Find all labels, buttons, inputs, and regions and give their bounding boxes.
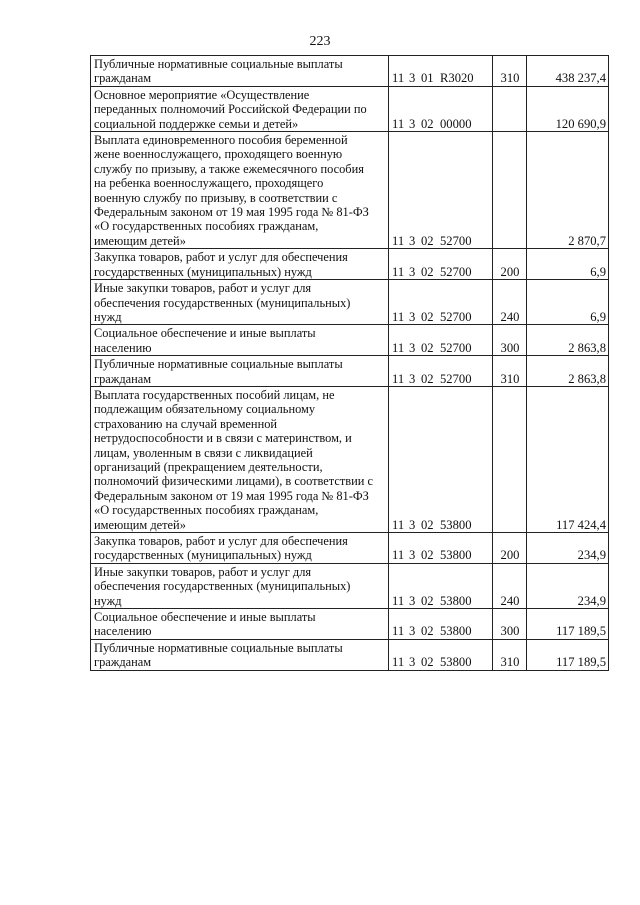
table-row xyxy=(91,132,609,249)
code-part: 53800 xyxy=(440,655,472,670)
expense-type-code: 310 xyxy=(493,56,527,87)
expense-name: Выплата единовременного пособия беременной жене военнослужащего, проходящего военную службу по призыву, а также ежемесячного пособия на ребенка военнослужащего, проходящего военную службу по призыву, в соответствии с Федеральным законом от 19 мая 1995 года № 81-ФЗ «О государственных пособиях гражданам, имеющим детей» xyxy=(94,133,369,248)
amount: 6,9 xyxy=(527,249,609,280)
code-part: 02 xyxy=(421,624,434,639)
target-article-code-cell xyxy=(389,533,493,564)
code-part: 53800 xyxy=(440,624,472,639)
expense-name: Основное мероприятие «Осуществление переданных полномочий Российской Федерации по социальной поддержке семьи и детей» xyxy=(94,87,367,131)
amount: 2 863,8 xyxy=(527,325,609,356)
code-part: 3 xyxy=(409,309,416,324)
expense-type-code: 200 xyxy=(493,533,527,564)
budget-table xyxy=(90,55,609,671)
code-part: 02 xyxy=(421,233,434,248)
code-part: 11 xyxy=(392,593,405,608)
code-part: 3 xyxy=(409,624,416,639)
code-part: 11 xyxy=(392,233,405,248)
code-part: 3 xyxy=(409,233,416,248)
table-row xyxy=(91,249,609,280)
code-part: 11 xyxy=(392,548,405,563)
code-part: R3020 xyxy=(440,71,474,86)
expense-name: Социальное обеспечение и иные выплаты населению xyxy=(94,326,316,355)
amount: 2 863,8 xyxy=(527,356,609,387)
table-row xyxy=(91,533,609,564)
target-article-code-cell xyxy=(389,609,493,640)
code-part: 53800 xyxy=(440,593,472,608)
code-part: 3 xyxy=(409,116,416,131)
code-part: 3 xyxy=(409,264,416,279)
code-part: 00000 xyxy=(440,116,472,131)
code-part: 3 xyxy=(409,340,416,355)
code-part: 52700 xyxy=(440,371,472,386)
code-part: 53800 xyxy=(440,517,472,532)
expense-name-cell xyxy=(91,533,389,564)
code-part: 52700 xyxy=(440,233,472,248)
expense-name: Закупка товаров, работ и услуг для обеспечения государственных (муниципальных) нужд xyxy=(94,534,348,563)
code-part: 02 xyxy=(421,548,434,563)
expense-name: Публичные нормативные социальные выплаты гражданам xyxy=(94,357,343,386)
expense-name-cell xyxy=(91,639,389,670)
code-part: 02 xyxy=(421,593,434,608)
amount: 117 189,5 xyxy=(527,609,609,640)
code-part: 3 xyxy=(409,593,416,608)
table-row xyxy=(91,386,609,532)
code-part: 11 xyxy=(392,71,405,86)
expense-name-cell xyxy=(91,56,389,87)
expense-name-cell xyxy=(91,132,389,249)
expense-name-cell xyxy=(91,386,389,532)
expense-name: Иные закупки товаров, работ и услуг для обеспечения государственных (муниципальных) нужд xyxy=(94,281,351,324)
expense-type-code xyxy=(493,386,527,532)
expense-name-cell xyxy=(91,325,389,356)
amount: 234,9 xyxy=(527,533,609,564)
expense-name-cell xyxy=(91,356,389,387)
amount: 2 870,7 xyxy=(527,132,609,249)
expense-name: Публичные нормативные социальные выплаты гражданам xyxy=(94,57,343,86)
expense-type-code: 240 xyxy=(493,280,527,325)
code-part: 3 xyxy=(409,71,416,86)
table-row xyxy=(91,56,609,87)
expense-name: Закупка товаров, работ и услуг для обеспечения государственных (муниципальных) нужд xyxy=(94,250,348,279)
expense-name-cell xyxy=(91,249,389,280)
code-part: 11 xyxy=(392,309,405,324)
amount: 6,9 xyxy=(527,280,609,325)
expense-name: Социальное обеспечение и иные выплаты населению xyxy=(94,610,316,639)
code-part: 52700 xyxy=(440,309,472,324)
code-part: 02 xyxy=(421,116,434,131)
target-article-code-cell xyxy=(389,563,493,608)
expense-name: Публичные нормативные социальные выплаты гражданам xyxy=(94,640,343,670)
expense-type-code: 300 xyxy=(493,609,527,640)
target-article-code-cell xyxy=(389,56,493,87)
code-part: 3 xyxy=(409,548,416,563)
table-row xyxy=(91,356,609,387)
code-part: 02 xyxy=(421,309,434,324)
code-part: 11 xyxy=(392,517,405,532)
table-row xyxy=(91,86,609,131)
expense-type-code: 310 xyxy=(493,639,527,670)
table-row xyxy=(91,639,609,670)
table-row xyxy=(91,563,609,608)
code-part: 3 xyxy=(409,371,416,386)
code-part: 52700 xyxy=(440,340,472,355)
budget-table-body xyxy=(91,56,609,671)
target-article-code-cell xyxy=(389,639,493,670)
expense-type-code: 240 xyxy=(493,563,527,608)
code-part: 52700 xyxy=(440,264,472,279)
expense-name-cell xyxy=(91,280,389,325)
table-row xyxy=(91,280,609,325)
amount: 438 237,4 xyxy=(527,56,609,87)
amount: 117 189,5 xyxy=(527,639,609,670)
expense-name-cell xyxy=(91,563,389,608)
code-part: 3 xyxy=(409,655,416,670)
code-part: 02 xyxy=(421,340,434,355)
code-part: 11 xyxy=(392,655,405,670)
page-number: 223 xyxy=(309,34,331,49)
amount: 120 690,9 xyxy=(527,86,609,131)
expense-name-cell xyxy=(91,609,389,640)
target-article-code-cell xyxy=(389,249,493,280)
code-part: 11 xyxy=(392,116,405,131)
code-part: 02 xyxy=(421,371,434,386)
code-part: 02 xyxy=(421,655,434,670)
code-part: 02 xyxy=(421,517,434,532)
target-article-code-cell xyxy=(389,325,493,356)
expense-name: Иные закупки товаров, работ и услуг для обеспечения государственных (муниципальных) нужд xyxy=(94,564,351,608)
code-part: 11 xyxy=(392,340,405,355)
code-part: 02 xyxy=(421,264,434,279)
expense-name-cell xyxy=(91,86,389,131)
expense-type-code: 300 xyxy=(493,325,527,356)
target-article-code-cell xyxy=(389,86,493,131)
code-part: 01 xyxy=(421,71,434,86)
table-row xyxy=(91,609,609,640)
expense-name: Выплата государственных пособий лицам, не подлежащим обязательному социальному страхованию на случай временной нетрудоспособности и в связи с материнством, и лицам, уволенным в связи с ликвидацией организаций (прекращением деятельности, полномочий физическими лицами), в соответствии с Федеральным законом от 19 мая 1995 года № 81-ФЗ «О государственных пособиях гражданам, имеющим детей» xyxy=(94,387,373,532)
expense-type-code xyxy=(493,86,527,131)
expense-type-code: 200 xyxy=(493,249,527,280)
code-part: 3 xyxy=(409,517,416,532)
code-part: 11 xyxy=(392,264,405,279)
code-part: 11 xyxy=(392,624,405,639)
target-article-code-cell xyxy=(389,280,493,325)
target-article-code-cell xyxy=(389,386,493,532)
amount: 234,9 xyxy=(527,563,609,608)
code-part: 11 xyxy=(392,371,405,386)
table-row xyxy=(91,325,609,356)
target-article-code-cell xyxy=(389,132,493,249)
amount: 117 424,4 xyxy=(527,386,609,532)
expense-type-code: 310 xyxy=(493,356,527,387)
expense-type-code xyxy=(493,132,527,249)
target-article-code-cell xyxy=(389,356,493,387)
code-part: 53800 xyxy=(440,548,472,563)
